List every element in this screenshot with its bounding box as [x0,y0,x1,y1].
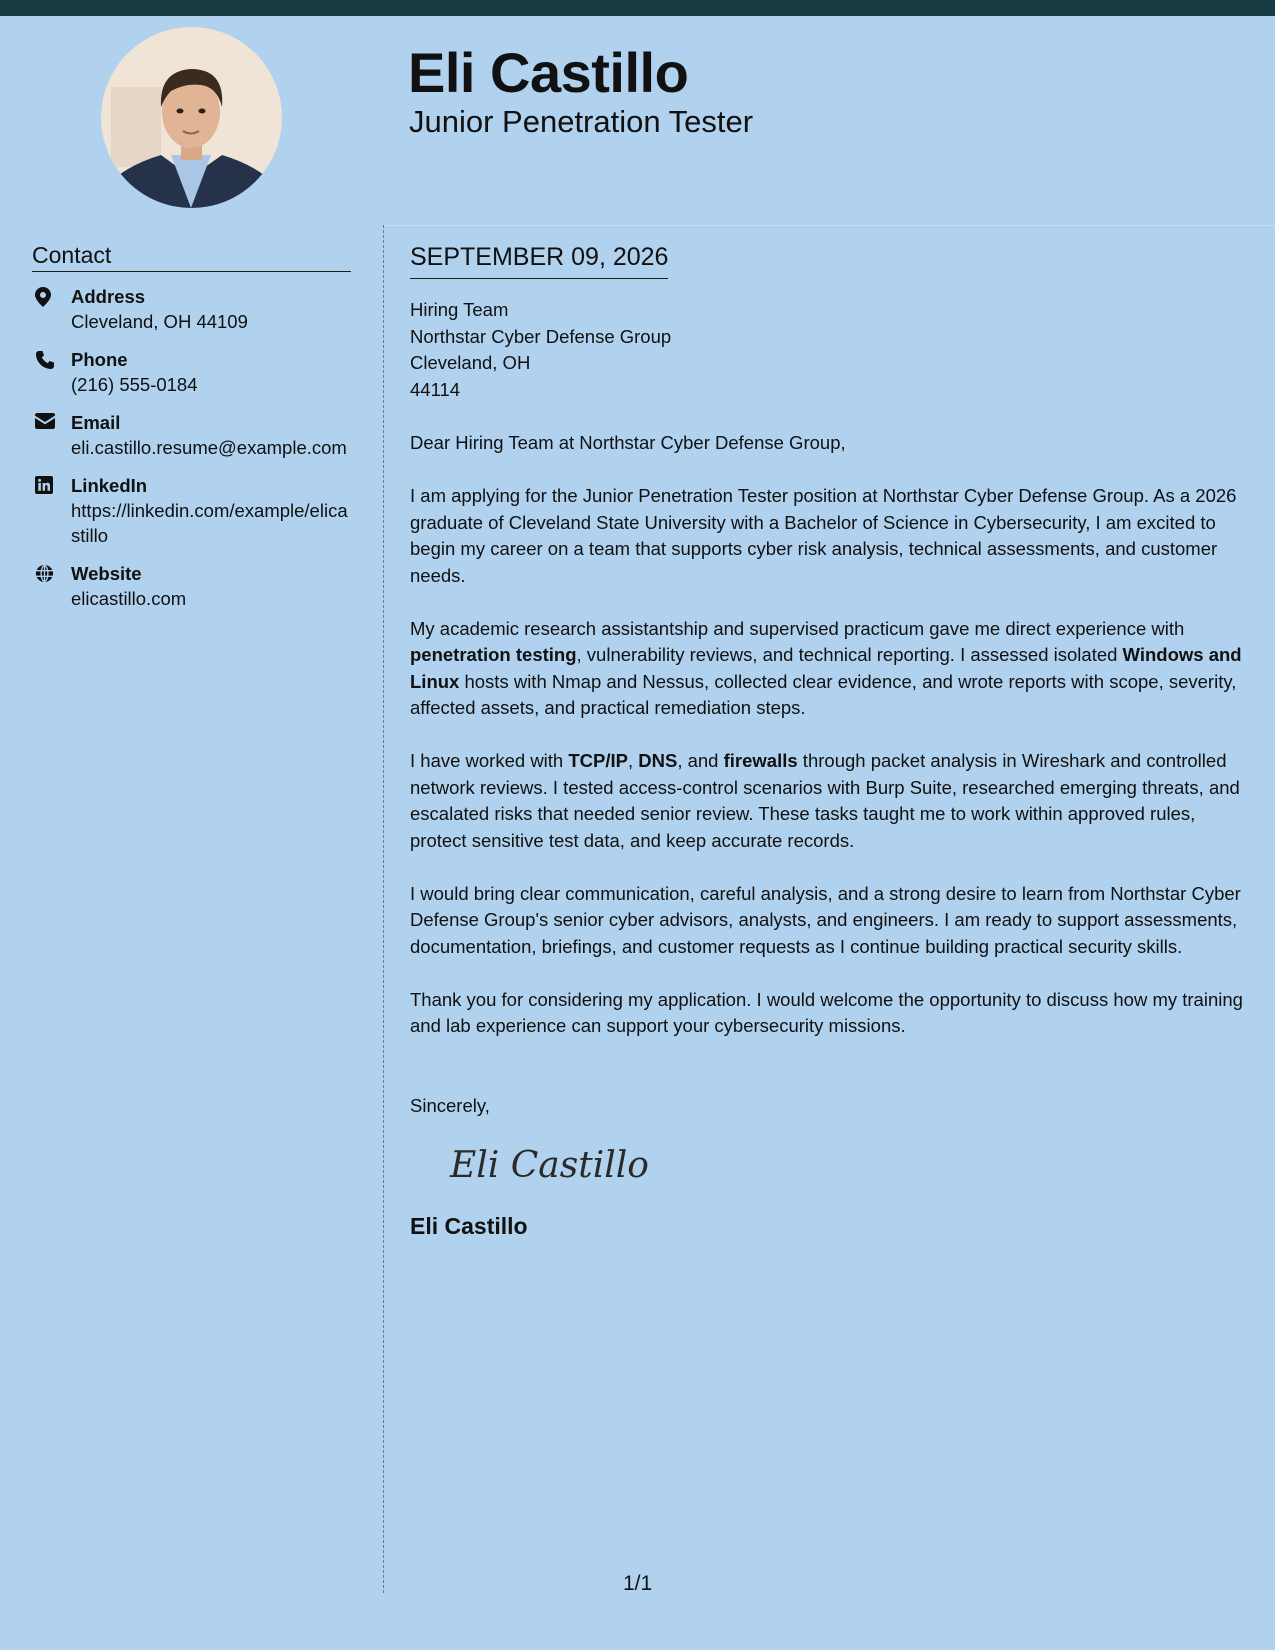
contact-value: (216) 555-0184 [71,374,198,395]
website-link[interactable]: elicastillo.com [71,588,187,609]
signature: Eli Castillo [450,1145,649,1186]
text-run: , vulnerability reviews, and technical reporting. I assessed isolated [576,644,1123,665]
globe-icon [32,561,71,611]
keyword: TCP/IP [568,750,628,771]
contact-label: Website [71,563,142,584]
paragraph-goals: I would bring clear communication, careful analysis, and a strong desire to learn from Northstar Cyber Defense Group's senior cyber advisors, analysts, and engineers. I am ready to support assessments, documentation, briefings, and customer requests as I continue building practical security skills. [410,882,1241,957]
paragraph-intro: I am applying for the Junior Penetration Tester position at Northstar Cyber Defense Group. As a 2026 graduate of Cleveland State University with a Bachelor of Science in Cybersecurity, I am excited to begin my career on a team that supports cyber risk analysis, technical assessments, and customer needs. [410,485,1237,586]
contact-sidebar [32,240,351,624]
text-run: My academic research assistantship and supervised practicum gave me direct experience with [410,617,1185,639]
contact-item-linkedin [32,473,351,548]
text-run: hosts with Nmap and Nessus, collected clear evidence, and wrote reports with scope, severity, affected assets, and practical remediation steps. [410,670,1237,718]
map-pin-icon [32,284,71,334]
text-run: I have worked with [410,750,569,771]
signer-name: Eli Castillo [410,1213,528,1239]
contact-label: Phone [71,349,128,370]
header-rule [383,225,1275,226]
page-number: 1/1 [623,1572,653,1595]
paragraph-experience [410,616,1255,722]
keyword: DNS [638,750,678,771]
profile-photo [101,27,282,208]
letter-date: SEPTEMBER 09, 2026 [410,240,668,279]
keyword: Windows and Linux [410,644,1242,692]
job-title: Junior Penetration Tester [409,104,754,139]
linkedin-link[interactable]: https://linkedin.com/example/elicastillo [71,500,348,546]
keyword: firewalls [723,750,798,771]
applicant-name: Eli Castillo [408,41,689,104]
contact-item-address [32,284,351,334]
contact-list [32,284,351,611]
text-run: , [627,750,639,771]
text-run: through packet analysis in Wireshark and controlled network reviews. I tested access-control scenarios with Burp Suite, researched emerging threats, and escalated risks that needed senior review. These tasks taught me to work within approved rules, protect sensitive test data, and keep accurate records. [410,750,1240,851]
recipient-address [410,297,1255,403]
cover-letter [410,240,1255,1241]
contact-value: Cleveland, OH 44109 [71,311,248,332]
paragraph-networking [410,748,1255,854]
text-run: , and [677,750,724,771]
email-link[interactable]: eli.castillo.resume@example.com [71,437,347,458]
closing: Sincerely, [410,1094,490,1116]
keyword: penetration testing [410,644,577,665]
contact-label: Email [71,412,121,433]
recipient-line: 44114 [410,378,461,400]
contact-label: LinkedIn [71,475,148,496]
contact-item-website [32,561,351,611]
contact-item-email [32,410,351,460]
contact-heading: Contact [32,240,351,272]
phone-icon [32,347,71,397]
column-divider [383,225,384,1593]
contact-item-phone [32,347,351,397]
recipient-line: Northstar Cyber Defense Group [410,325,672,347]
contact-label: Address [71,286,146,307]
top-bar [0,0,1275,16]
recipient-line: Hiring Team [410,299,509,320]
salutation: Dear Hiring Team at Northstar Cyber Defense Group, [410,432,846,453]
paragraph-thanks: Thank you for considering my application. I would welcome the opportunity to discuss how my training and lab experience can support your cybersecurity missions. [410,988,1243,1036]
envelope-icon [32,410,71,460]
recipient-line: Cleveland, OH [410,352,531,373]
linkedin-icon [32,473,71,548]
